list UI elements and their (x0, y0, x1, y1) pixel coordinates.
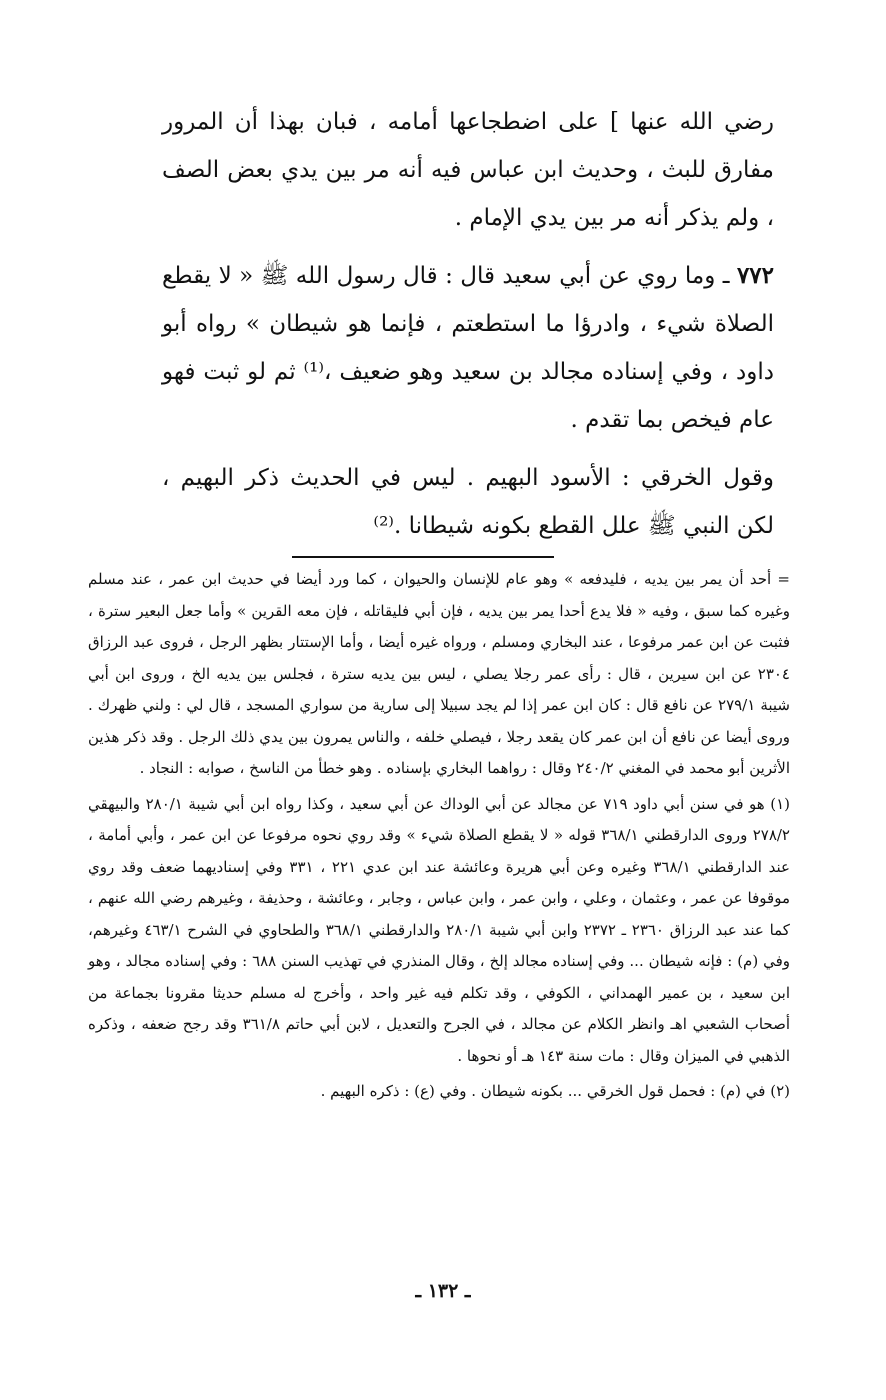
hadith-paragraph (162, 252, 774, 444)
hadith-text: وما روي عن أبي سعيد قال : قال رسول الله ﷺ « لا يقطع الصلاة شيء ، وادرؤا ما استطعتم ، فإنما هو شيطان » رواه أبو داود ، وفي إسناده مجالد بن سعيد وهو ضعيف ،⁽¹⁾ ثم لو ثبت فهو عام فيخص بما تقدم . (162, 263, 774, 433)
paragraph-gap (162, 444, 774, 454)
page-number: ـ ١٣٢ ـ (415, 1280, 471, 1302)
paragraph-gap (162, 242, 774, 252)
hadith-dash: ـ (722, 263, 730, 289)
main-text (162, 98, 774, 550)
hadith-number: ٧٧٢ (736, 262, 775, 289)
footnote-divider (292, 556, 554, 558)
footnote-1: (١) هو في سنن أبي داود ٧١٩ عن مجالد عن أبي الوداك عن أبي سعيد ، وكذا رواه ابن أبي شيبة ٢٨٠/١ والبيهقي ٢٧٨/٢ وروى الدارقطني ٣٦٨/١ قوله « لا يقطع الصلاة شيء » وقد روي نحوه مرفوعا عن ابن عمر ، وأبي أمامة ، عند الدارقطني ٣٦٨/١ وغيره وعن أبي هريرة وعائشة عند ابن عدي ٢٢١ ، ٣٣١ وفي إسناديهما ضعف وقد روي موقوفا عن عمر ، وعثمان ، وعلي ، وابن عمر ، وابن عباس ، وجابر ، وعائشة ، وحذيفة ، وغيرهم رضي الله عنهم ، كما عند عبد الرزاق ٢٣٦٠ ـ ٢٣٧٢ وابن أبي شيبة ٢٨٠/١ والدارقطني ٣٦٨/١ والطحاوي في الشرح ٤٦٣/١ وغيرهم، وفي (م) : فإنه شيطان ... وفي إسناده مجالد إلخ ، وقال المنذري في تهذيب السنن ٦٨٨ : وفي إسناده مجالد ، وهو ابن سعيد ، بن عمير الهمداني ، الكوفي ، وقد تكلم فيه غير واحد ، وأخرج له مسلم حديثا مقرونا بجماعة من أصحاب الشعبي اهـ وانظر الكلام عن مجالد ، في الجرح والتعديل ، لابن أبي حاتم ٣٦١/٨ وقد رجح ضعفه ، وذكره الذهبي في الميزان وقال : مات سنة ١٤٣ هـ أو نحوها . (88, 794, 790, 1065)
paragraph: رضي الله عنها ] على اضطجاعها أمامه ، فبان بهذا أن المرور مفارق للبث ، وحديث ابن عباس فيه أنه مر بين يدي بعض الصف ، ولم يذكر أنه مر بين يدي الإمام . (162, 109, 774, 231)
footnote-continued: = أحد أن يمر بين يديه ، فليدفعه » وهو عام للإنسان والحيوان ، كما ورد أيضا في حديث ابن عمر ، عند مسلم وغيره كما سبق ، وفيه « فلا يدع أحدا يمر بين يديه ، فإن أبي فليقاتله ، فإن معه القرين » وأما جعل البعير سترة ، فثبت عن ابن عمر مرفوعا ، عند البخاري ومسلم ، ورواه غيره أيضا ، وأما الإستتار بظهر الرجل ، فروى عبد الرزاق ٢٣٠٤ عن ابن سيرين ، قال : رأى عمر رجلا يصلي ، ليس بين يديه سترة ، فجلس بين يديه الخ ، وروى ابن أبي شيبة ٢٧٩/١ عن نافع قال : كان ابن عمر إذا لم يجد سبيلا إلى سارية من سواري المسجد ، قال لي : ولني ظهرك . وروى أيضا عن نافع أن ابن عمر كان يقعد رجلا ، فيصلي خلفه ، والناس يمرون بين يدي ذلك الرجل . وقد ذكر هذين الأثرين أبو محمد في المغني ٢٤٠/٢ وقال : رواهما البخاري بإسناده . وهو خطأ من الناسخ ، صوابه : النجاد . (88, 570, 791, 777)
footnote-2: (٢) في (م) : فحمل قول الخرقي ... بكونه شيطان . وفي (ع) : ذكره البهيم . (320, 1082, 790, 1100)
paragraph: وقول الخرقي : الأسود البهيم . ليس في الحديث ذكر البهيم ، لكن النبي ﷺ علل القطع بكونه شيطانا .⁽²⁾ (162, 465, 774, 539)
footnotes (88, 564, 790, 1108)
